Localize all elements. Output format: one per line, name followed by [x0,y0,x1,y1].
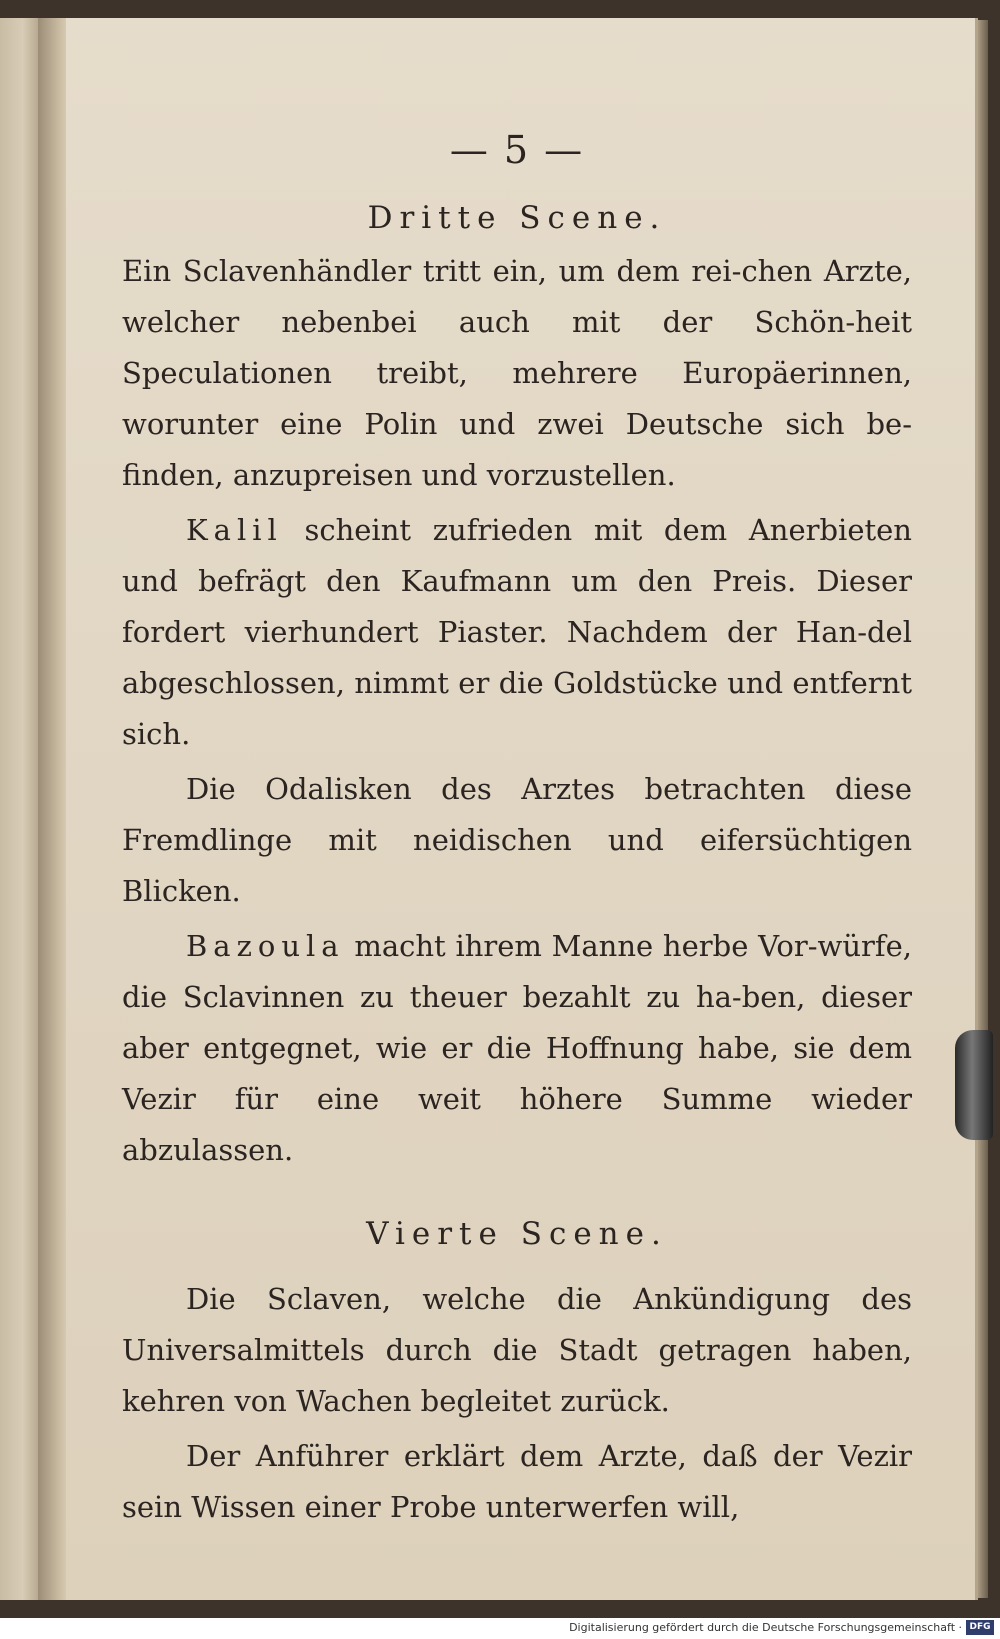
paragraph-text: scheint zufrieden mit dem Anerbieten und befrägt den Kaufmann um den Preis. Dieser fordert vierhundert Piaster. Nachdem der Han-del abgeschlossen, nimmt er die Goldstücke und entfernt sich. [122,513,912,751]
binder-clip [955,1030,993,1140]
scene-heading-dritte: Dritte Scene. [367,200,667,236]
character-name: Kalil [186,513,283,547]
book-gutter [38,18,66,1600]
digitization-footer [0,1618,1000,1639]
paragraph [122,505,912,760]
paragraph: Die Sclaven, welche die Ankündigung des Universalmittels durch die Stadt getragen haben, kehren von Wachen begleitet zurück. [122,1282,912,1418]
book-page [66,18,978,1600]
character-name: Bazoula [186,929,345,963]
paragraph: Die Odalisken des Arztes betrachten diese Fremdlinge mit neidischen und eifersüchtigen Blicken. [122,772,912,908]
funding-credit: Digitalisierung gefördert durch die Deutsche Forschungsgemeinschaft · [569,1621,962,1634]
page-number: — 5 — [449,128,585,172]
paragraph: Ein Sclavenhändler tritt ein, um dem rei-chen Arzte, welcher nebenbei auch mit der Schön-heit Speculationen treibt, mehrere Europäerinnen, worunter eine Polin und zwei Deutsche sich be-finden, anzupreisen und vorzustellen. [122,254,912,492]
paragraph: Der Anführer erklärt dem Arzte, daß der Vezir sein Wissen einer Probe unterwerfen will, [122,1439,912,1524]
dfg-logo: DFG [966,1620,994,1635]
paragraph-text: macht ihrem Manne herbe Vor-würfe, die Sclavinnen zu theuer bezahlt zu ha-ben, dieser aber entgegnet, wie er die Hoffnung habe, sie dem Vezir für eine weit höhere Summe wieder abzulassen. [122,929,912,1167]
page-text [122,128,912,1537]
page-stack-edge [978,20,988,1598]
facing-page-edge [0,18,38,1600]
paragraph [122,921,912,1176]
scene-heading-vierte: Vierte Scene. [366,1216,668,1252]
